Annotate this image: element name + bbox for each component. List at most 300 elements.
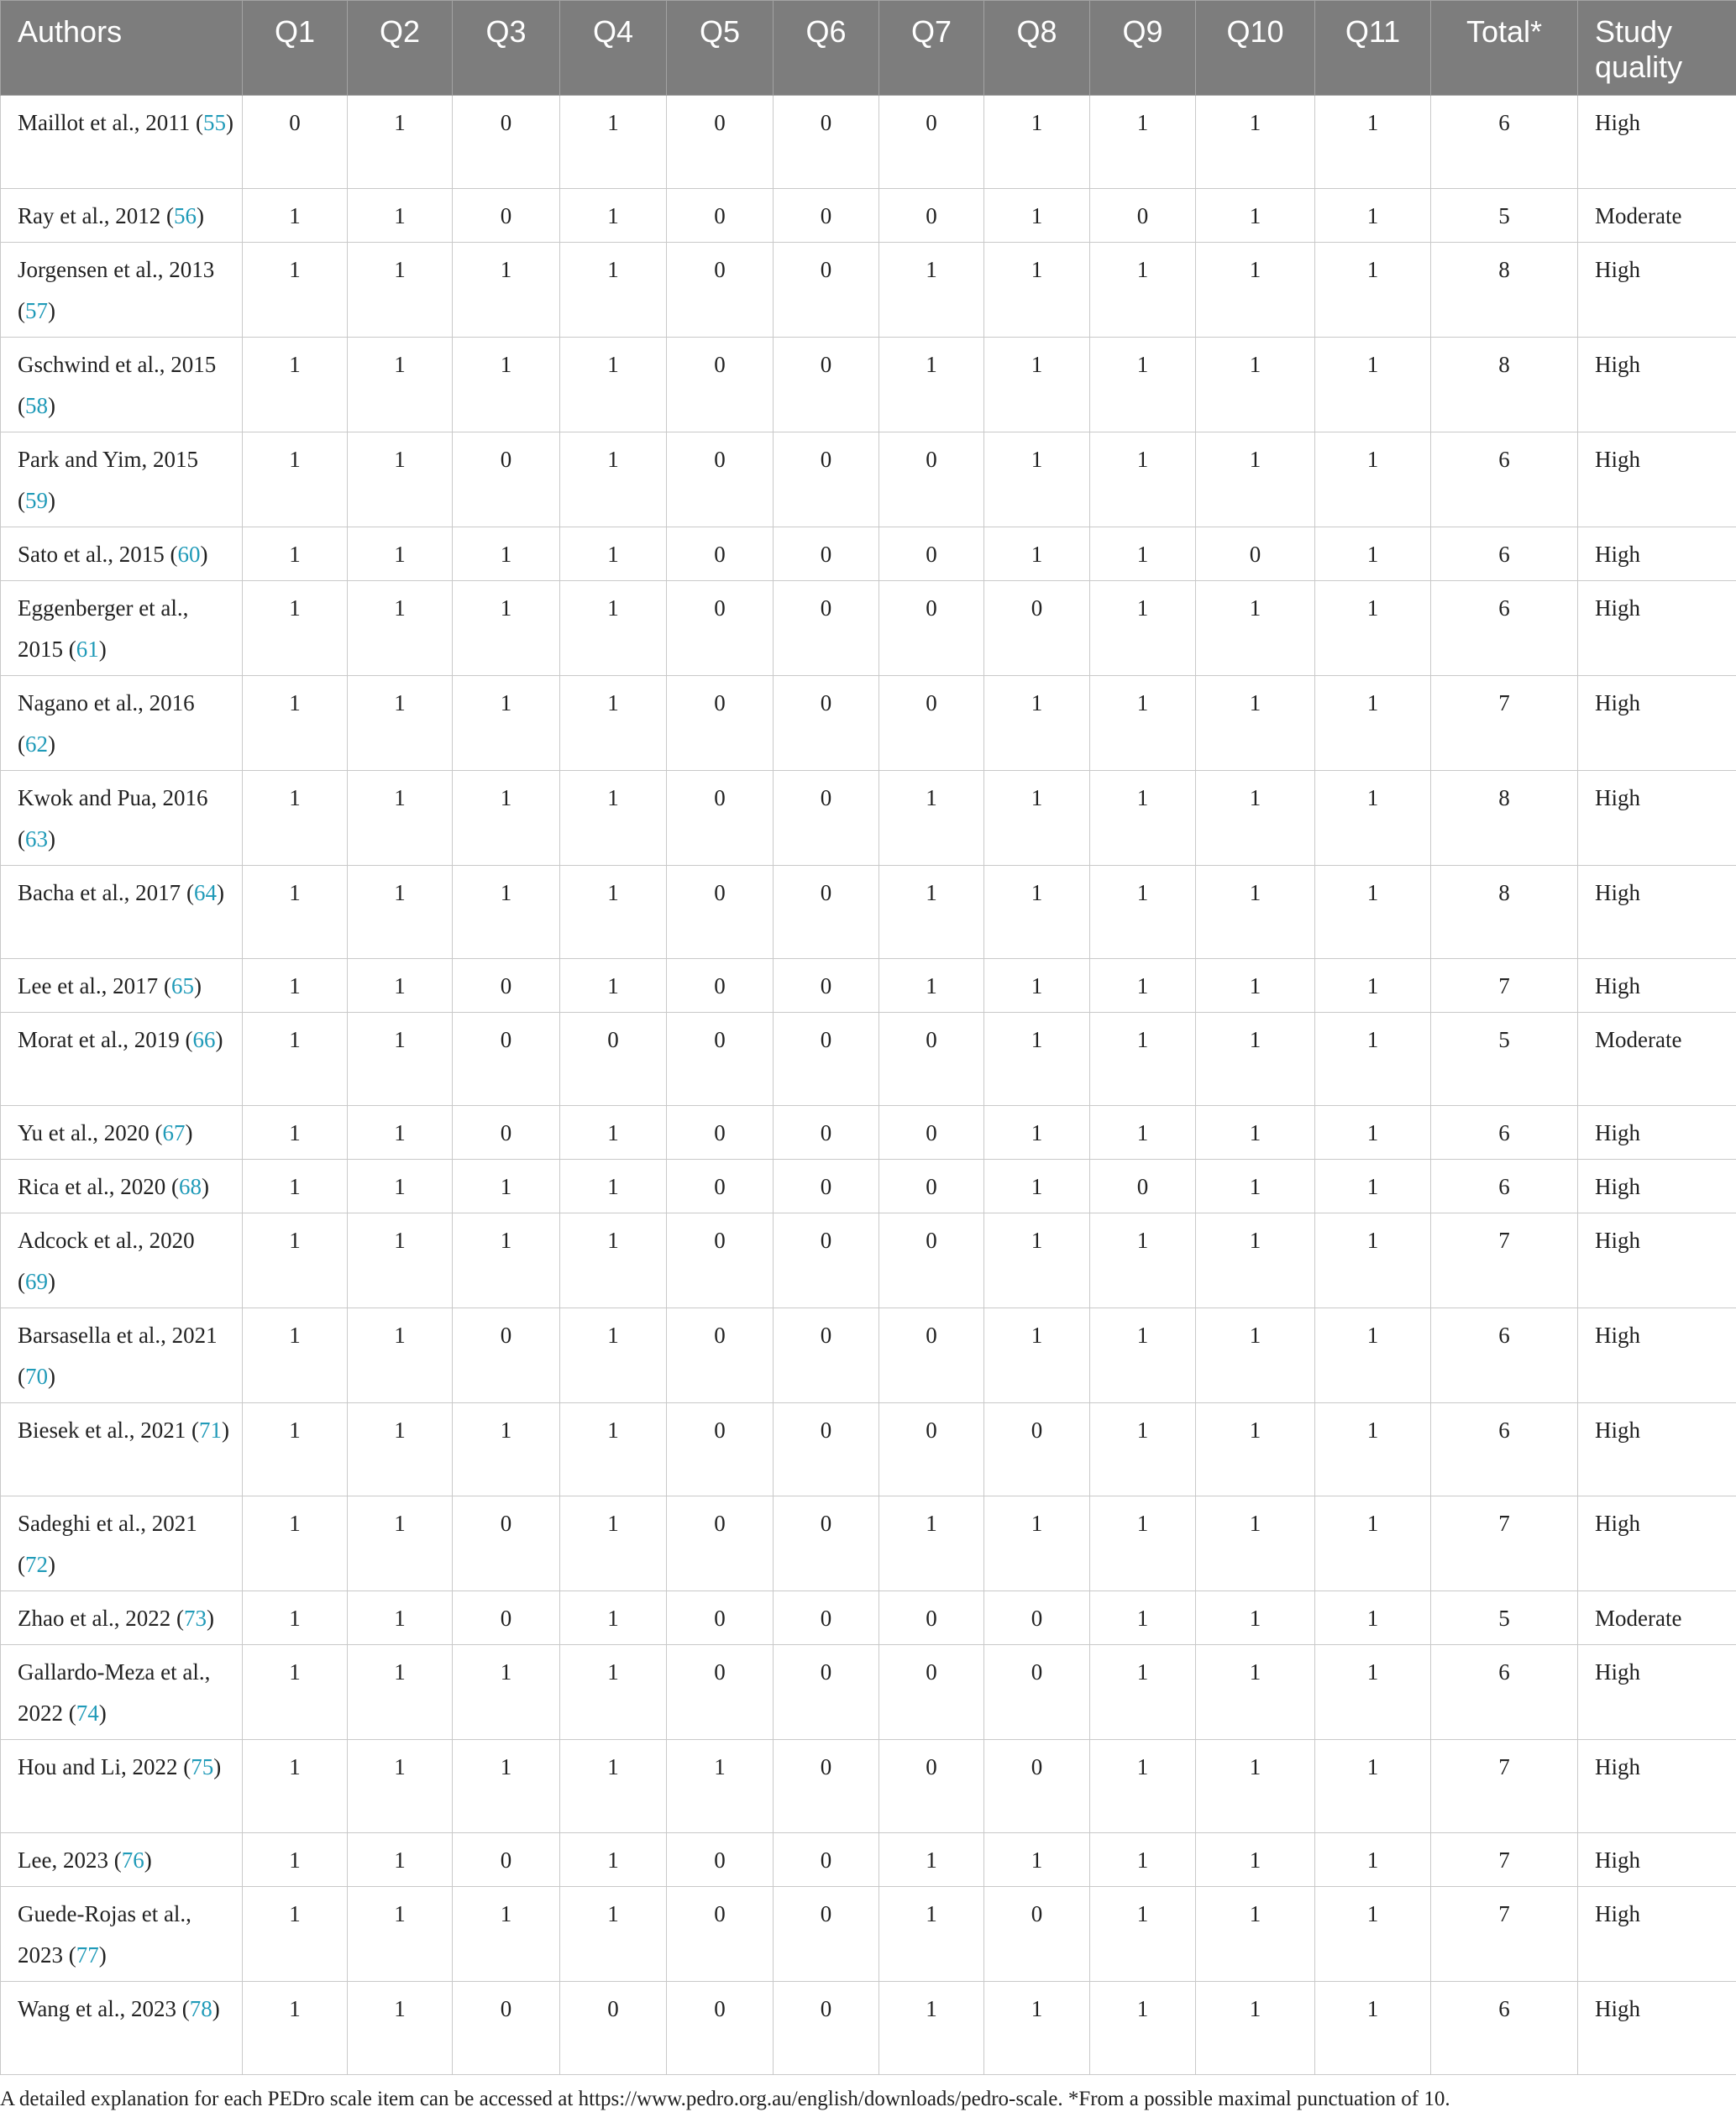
score-q11: 1	[1315, 432, 1431, 527]
total-score: 6	[1431, 432, 1578, 527]
total-score: 7	[1431, 1213, 1578, 1308]
score-q1: 1	[243, 771, 348, 866]
score-q5: 0	[667, 1013, 774, 1106]
score-q1: 1	[243, 1213, 348, 1308]
score-q3: 1	[453, 1160, 560, 1213]
author-name: Gallardo-Meza et al., 2022	[18, 1659, 210, 1726]
author-cell: Biesek et al., 2021 (71)	[1, 1403, 243, 1496]
score-q8: 1	[984, 1496, 1090, 1591]
score-q10: 0	[1196, 527, 1315, 581]
reference-link[interactable]: 72	[25, 1552, 48, 1577]
score-q2: 1	[348, 1213, 453, 1308]
score-q4: 1	[560, 1160, 667, 1213]
score-q4: 1	[560, 96, 667, 189]
score-q8: 1	[984, 96, 1090, 189]
table-row	[1, 1982, 1736, 2075]
study-quality: High	[1578, 1887, 1736, 1982]
table-row	[1, 1106, 1736, 1160]
table-row	[1, 1213, 1736, 1308]
score-q5: 0	[667, 1887, 774, 1982]
study-quality: Moderate	[1578, 1013, 1736, 1106]
score-q6: 0	[774, 1160, 879, 1213]
score-q5: 0	[667, 432, 774, 527]
score-q11: 1	[1315, 96, 1431, 189]
score-q1: 1	[243, 1308, 348, 1403]
score-q3: 0	[453, 1106, 560, 1160]
score-q11: 1	[1315, 189, 1431, 243]
reference-link[interactable]: 78	[190, 1996, 212, 2021]
score-q3: 0	[453, 189, 560, 243]
score-q6: 0	[774, 1887, 879, 1982]
score-q9: 1	[1090, 959, 1196, 1013]
table-row	[1, 1308, 1736, 1403]
reference-link[interactable]: 69	[25, 1269, 48, 1294]
score-q6: 0	[774, 243, 879, 338]
score-q8: 0	[984, 1591, 1090, 1645]
score-q1: 1	[243, 1106, 348, 1160]
score-q3: 1	[453, 338, 560, 432]
score-q10: 1	[1196, 1013, 1315, 1106]
score-q8: 0	[984, 1887, 1090, 1982]
table-row	[1, 96, 1736, 189]
score-q8: 1	[984, 1160, 1090, 1213]
score-q4: 1	[560, 338, 667, 432]
author-cell: Jorgensen et al., 2013 (57)	[1, 243, 243, 338]
score-q10: 1	[1196, 1645, 1315, 1740]
table-row	[1, 866, 1736, 959]
author-name: Morat et al., 2019	[18, 1027, 180, 1052]
reference-link[interactable]: 70	[25, 1364, 48, 1389]
score-q1: 1	[243, 189, 348, 243]
score-q1: 1	[243, 1740, 348, 1833]
reference-link[interactable]: 65	[171, 973, 194, 998]
score-q8: 1	[984, 1013, 1090, 1106]
score-q2: 1	[348, 1982, 453, 2075]
score-q7: 0	[879, 676, 984, 771]
table-row	[1, 432, 1736, 527]
score-q7: 1	[879, 243, 984, 338]
score-q5: 0	[667, 581, 774, 676]
score-q3: 1	[453, 1887, 560, 1982]
study-quality: High	[1578, 527, 1736, 581]
col-header-q2: Q2	[348, 1, 453, 96]
score-q4: 1	[560, 243, 667, 338]
score-q8: 1	[984, 1833, 1090, 1887]
total-score: 8	[1431, 771, 1578, 866]
reference-link[interactable]: 71	[199, 1418, 222, 1443]
score-q5: 0	[667, 1403, 774, 1496]
col-header-study-quality: Study quality	[1578, 1, 1736, 96]
col-header-q8: Q8	[984, 1, 1090, 96]
score-q7: 0	[879, 1591, 984, 1645]
score-q8: 1	[984, 676, 1090, 771]
table-row	[1, 676, 1736, 771]
score-q3: 0	[453, 959, 560, 1013]
score-q3: 0	[453, 1496, 560, 1591]
score-q11: 1	[1315, 1160, 1431, 1213]
score-q1: 1	[243, 527, 348, 581]
score-q1: 1	[243, 338, 348, 432]
table-body	[1, 96, 1736, 2075]
score-q7: 0	[879, 527, 984, 581]
table-row	[1, 338, 1736, 432]
author-name: Park and Yim, 2015	[18, 447, 198, 472]
score-q3: 1	[453, 1645, 560, 1740]
score-q3: 1	[453, 1403, 560, 1496]
score-q5: 0	[667, 1213, 774, 1308]
score-q10: 1	[1196, 1740, 1315, 1833]
study-quality: High	[1578, 1213, 1736, 1308]
score-q5: 0	[667, 959, 774, 1013]
score-q10: 1	[1196, 189, 1315, 243]
score-q10: 1	[1196, 771, 1315, 866]
score-q11: 1	[1315, 1887, 1431, 1982]
score-q8: 1	[984, 959, 1090, 1013]
score-q2: 1	[348, 1013, 453, 1106]
table-row	[1, 959, 1736, 1013]
author-cell: Park and Yim, 2015 (59)	[1, 432, 243, 527]
table-row	[1, 1403, 1736, 1496]
col-header-q1: Q1	[243, 1, 348, 96]
score-q6: 0	[774, 959, 879, 1013]
score-q4: 1	[560, 1213, 667, 1308]
score-q5: 0	[667, 527, 774, 581]
study-quality: High	[1578, 959, 1736, 1013]
col-header-q11: Q11	[1315, 1, 1431, 96]
reference-link[interactable]: 60	[177, 542, 200, 567]
total-score: 7	[1431, 1496, 1578, 1591]
score-q6: 0	[774, 1496, 879, 1591]
score-q3: 1	[453, 243, 560, 338]
author-cell: Maillot et al., 2011 (55)	[1, 96, 243, 189]
score-q6: 0	[774, 1403, 879, 1496]
score-q7: 0	[879, 1403, 984, 1496]
total-score: 5	[1431, 1013, 1578, 1106]
score-q2: 1	[348, 1496, 453, 1591]
col-header-q7: Q7	[879, 1, 984, 96]
author-name: Adcock et al., 2020	[18, 1228, 195, 1253]
author-cell: Morat et al., 2019 (66)	[1, 1013, 243, 1106]
author-name: Sadeghi et al., 2021	[18, 1511, 197, 1536]
score-q9: 1	[1090, 1308, 1196, 1403]
reference-link[interactable]: 74	[76, 1701, 99, 1726]
score-q5: 0	[667, 1591, 774, 1645]
score-q5: 0	[667, 338, 774, 432]
score-q4: 1	[560, 1496, 667, 1591]
score-q5: 0	[667, 866, 774, 959]
score-q10: 1	[1196, 1106, 1315, 1160]
score-q5: 0	[667, 1645, 774, 1740]
score-q9: 1	[1090, 432, 1196, 527]
table-row	[1, 1645, 1736, 1740]
score-q5: 0	[667, 1106, 774, 1160]
score-q11: 1	[1315, 1833, 1431, 1887]
author-name: Rica et al., 2020	[18, 1174, 165, 1199]
score-q11: 1	[1315, 959, 1431, 1013]
total-score: 6	[1431, 1160, 1578, 1213]
score-q11: 1	[1315, 1403, 1431, 1496]
total-score: 6	[1431, 1982, 1578, 2075]
col-header-q9: Q9	[1090, 1, 1196, 96]
score-q5: 0	[667, 1496, 774, 1591]
score-q1: 1	[243, 432, 348, 527]
score-q4: 1	[560, 1887, 667, 1982]
score-q8: 0	[984, 1403, 1090, 1496]
total-score: 7	[1431, 676, 1578, 771]
score-q8: 1	[984, 1213, 1090, 1308]
score-q2: 1	[348, 432, 453, 527]
table-row	[1, 1740, 1736, 1833]
score-q4: 1	[560, 432, 667, 527]
score-q9: 1	[1090, 1645, 1196, 1740]
score-q7: 0	[879, 1106, 984, 1160]
score-q7: 0	[879, 1013, 984, 1106]
author-cell: Gallardo-Meza et al., 2022 (74)	[1, 1645, 243, 1740]
reference-link[interactable]: 75	[191, 1754, 213, 1779]
col-header-authors: Authors	[1, 1, 243, 96]
score-q6: 0	[774, 1308, 879, 1403]
total-score: 8	[1431, 866, 1578, 959]
score-q6: 0	[774, 1106, 879, 1160]
score-q7: 0	[879, 1308, 984, 1403]
score-q7: 1	[879, 1887, 984, 1982]
score-q7: 1	[879, 1982, 984, 2075]
score-q10: 1	[1196, 1833, 1315, 1887]
score-q2: 1	[348, 1160, 453, 1213]
score-q1: 1	[243, 1013, 348, 1106]
header-row	[1, 1, 1736, 96]
score-q10: 1	[1196, 1308, 1315, 1403]
score-q2: 1	[348, 866, 453, 959]
author-cell: Ray et al., 2012 (56)	[1, 189, 243, 243]
score-q2: 1	[348, 1403, 453, 1496]
reference-link[interactable]: 66	[192, 1027, 215, 1052]
score-q4: 1	[560, 1403, 667, 1496]
score-q5: 0	[667, 1833, 774, 1887]
score-q3: 0	[453, 1982, 560, 2075]
score-q11: 1	[1315, 1740, 1431, 1833]
score-q1: 1	[243, 1833, 348, 1887]
score-q2: 1	[348, 1645, 453, 1740]
author-cell: Nagano et al., 2016 (62)	[1, 676, 243, 771]
reference-link[interactable]: 77	[76, 1942, 99, 1968]
author-cell: Sadeghi et al., 2021 (72)	[1, 1496, 243, 1591]
total-score: 7	[1431, 1740, 1578, 1833]
author-name: Lee et al., 2017	[18, 973, 158, 998]
author-cell: Wang et al., 2023 (78)	[1, 1982, 243, 2075]
author-cell: Bacha et al., 2017 (64)	[1, 866, 243, 959]
score-q6: 0	[774, 1740, 879, 1833]
author-cell: Zhao et al., 2022 (73)	[1, 1591, 243, 1645]
score-q10: 1	[1196, 959, 1315, 1013]
score-q1: 1	[243, 1645, 348, 1740]
score-q3: 1	[453, 1213, 560, 1308]
study-quality: High	[1578, 1645, 1736, 1740]
total-score: 6	[1431, 96, 1578, 189]
score-q2: 1	[348, 1833, 453, 1887]
col-header-q10: Q10	[1196, 1, 1315, 96]
total-score: 6	[1431, 1645, 1578, 1740]
score-q6: 0	[774, 432, 879, 527]
reference-link[interactable]: 73	[184, 1606, 207, 1631]
score-q9: 1	[1090, 1887, 1196, 1982]
score-q10: 1	[1196, 676, 1315, 771]
reference-link[interactable]: 68	[179, 1174, 202, 1199]
score-q9: 1	[1090, 1106, 1196, 1160]
score-q3: 1	[453, 866, 560, 959]
score-q6: 0	[774, 866, 879, 959]
author-name: Hou and Li, 2022	[18, 1754, 177, 1779]
score-q10: 1	[1196, 1982, 1315, 2075]
score-q2: 1	[348, 189, 453, 243]
score-q7: 1	[879, 771, 984, 866]
score-q8: 0	[984, 1645, 1090, 1740]
reference-link[interactable]: 59	[25, 488, 48, 513]
score-q9: 1	[1090, 527, 1196, 581]
study-quality: High	[1578, 1740, 1736, 1833]
reference-link[interactable]: 55	[203, 110, 226, 135]
score-q11: 1	[1315, 581, 1431, 676]
total-score: 8	[1431, 338, 1578, 432]
reference-link[interactable]: 67	[162, 1120, 185, 1145]
author-cell: Lee et al., 2017 (65)	[1, 959, 243, 1013]
score-q9: 1	[1090, 243, 1196, 338]
score-q2: 1	[348, 1887, 453, 1982]
score-q1: 1	[243, 866, 348, 959]
score-q9: 1	[1090, 96, 1196, 189]
reference-link[interactable]: 64	[194, 880, 217, 905]
reference-link[interactable]: 57	[25, 298, 48, 323]
total-score: 6	[1431, 1106, 1578, 1160]
score-q2: 1	[348, 96, 453, 189]
score-q1: 1	[243, 1403, 348, 1496]
score-q6: 0	[774, 1213, 879, 1308]
reference-link[interactable]: 61	[76, 637, 99, 662]
score-q4: 0	[560, 1013, 667, 1106]
table-footnote: A detailed explanation for each PEDro scale item can be accessed at https://www.pedro.org.au/english/downloads/pedro-scale. *From a possible maximal punctuation of 10.	[0, 2087, 1736, 2112]
study-quality: High	[1578, 1308, 1736, 1403]
score-q6: 0	[774, 1833, 879, 1887]
author-name: Barsasella et al., 2021	[18, 1323, 218, 1348]
score-q6: 0	[774, 581, 879, 676]
score-q11: 1	[1315, 866, 1431, 959]
score-q8: 0	[984, 581, 1090, 676]
score-q7: 0	[879, 581, 984, 676]
score-q3: 0	[453, 1013, 560, 1106]
score-q6: 0	[774, 1645, 879, 1740]
table-row	[1, 1013, 1736, 1106]
study-quality: High	[1578, 1496, 1736, 1591]
score-q7: 0	[879, 96, 984, 189]
total-score: 5	[1431, 189, 1578, 243]
score-q10: 1	[1196, 1213, 1315, 1308]
table-row	[1, 189, 1736, 243]
author-name: Sato et al., 2015	[18, 542, 165, 567]
reference-link[interactable]: 76	[122, 1847, 144, 1873]
score-q7: 0	[879, 189, 984, 243]
table-row	[1, 581, 1736, 676]
reference-link[interactable]: 58	[25, 393, 48, 418]
study-quality: High	[1578, 338, 1736, 432]
author-name: Zhao et al., 2022	[18, 1606, 170, 1631]
score-q9: 1	[1090, 581, 1196, 676]
reference-link[interactable]: 63	[25, 826, 48, 852]
score-q10: 1	[1196, 1160, 1315, 1213]
score-q11: 1	[1315, 1645, 1431, 1740]
score-q8: 1	[984, 1106, 1090, 1160]
author-cell: Kwok and Pua, 2016 (63)	[1, 771, 243, 866]
score-q8: 1	[984, 866, 1090, 959]
score-q6: 0	[774, 676, 879, 771]
study-quality: High	[1578, 676, 1736, 771]
reference-link[interactable]: 62	[25, 731, 48, 757]
score-q2: 1	[348, 676, 453, 771]
score-q10: 1	[1196, 866, 1315, 959]
col-header-q3: Q3	[453, 1, 560, 96]
score-q4: 1	[560, 189, 667, 243]
score-q5: 0	[667, 771, 774, 866]
reference-link[interactable]: 56	[174, 203, 197, 228]
score-q8: 1	[984, 771, 1090, 866]
score-q7: 0	[879, 432, 984, 527]
score-q4: 1	[560, 676, 667, 771]
score-q10: 1	[1196, 432, 1315, 527]
score-q4: 1	[560, 1591, 667, 1645]
study-quality: High	[1578, 243, 1736, 338]
score-q1: 1	[243, 581, 348, 676]
score-q8: 1	[984, 527, 1090, 581]
score-q4: 1	[560, 959, 667, 1013]
score-q7: 1	[879, 1496, 984, 1591]
score-q7: 1	[879, 1833, 984, 1887]
author-name: Jorgensen et al., 2013	[18, 257, 214, 282]
score-q9: 1	[1090, 1496, 1196, 1591]
score-q1: 1	[243, 1887, 348, 1982]
score-q4: 1	[560, 1833, 667, 1887]
score-q10: 1	[1196, 1496, 1315, 1591]
score-q11: 1	[1315, 1591, 1431, 1645]
score-q5: 0	[667, 1982, 774, 2075]
score-q6: 0	[774, 338, 879, 432]
score-q5: 0	[667, 1160, 774, 1213]
score-q11: 1	[1315, 1982, 1431, 2075]
score-q5: 0	[667, 243, 774, 338]
score-q6: 0	[774, 1013, 879, 1106]
score-q8: 1	[984, 432, 1090, 527]
author-name: Guede-Rojas et al., 2023	[18, 1901, 191, 1968]
score-q7: 1	[879, 338, 984, 432]
score-q2: 1	[348, 243, 453, 338]
author-cell: Hou and Li, 2022 (75)	[1, 1740, 243, 1833]
author-name: Kwok and Pua, 2016	[18, 785, 207, 810]
score-q10: 1	[1196, 1591, 1315, 1645]
study-quality: Moderate	[1578, 189, 1736, 243]
score-q3: 0	[453, 1833, 560, 1887]
score-q8: 1	[984, 338, 1090, 432]
author-cell: Lee, 2023 (76)	[1, 1833, 243, 1887]
score-q11: 1	[1315, 527, 1431, 581]
score-q9: 1	[1090, 1213, 1196, 1308]
score-q2: 1	[348, 1106, 453, 1160]
score-q4: 1	[560, 1308, 667, 1403]
study-quality: High	[1578, 1982, 1736, 2075]
score-q6: 0	[774, 189, 879, 243]
author-cell: Gschwind et al., 2015 (58)	[1, 338, 243, 432]
score-q3: 0	[453, 432, 560, 527]
score-q3: 1	[453, 581, 560, 676]
score-q2: 1	[348, 527, 453, 581]
score-q9: 1	[1090, 866, 1196, 959]
